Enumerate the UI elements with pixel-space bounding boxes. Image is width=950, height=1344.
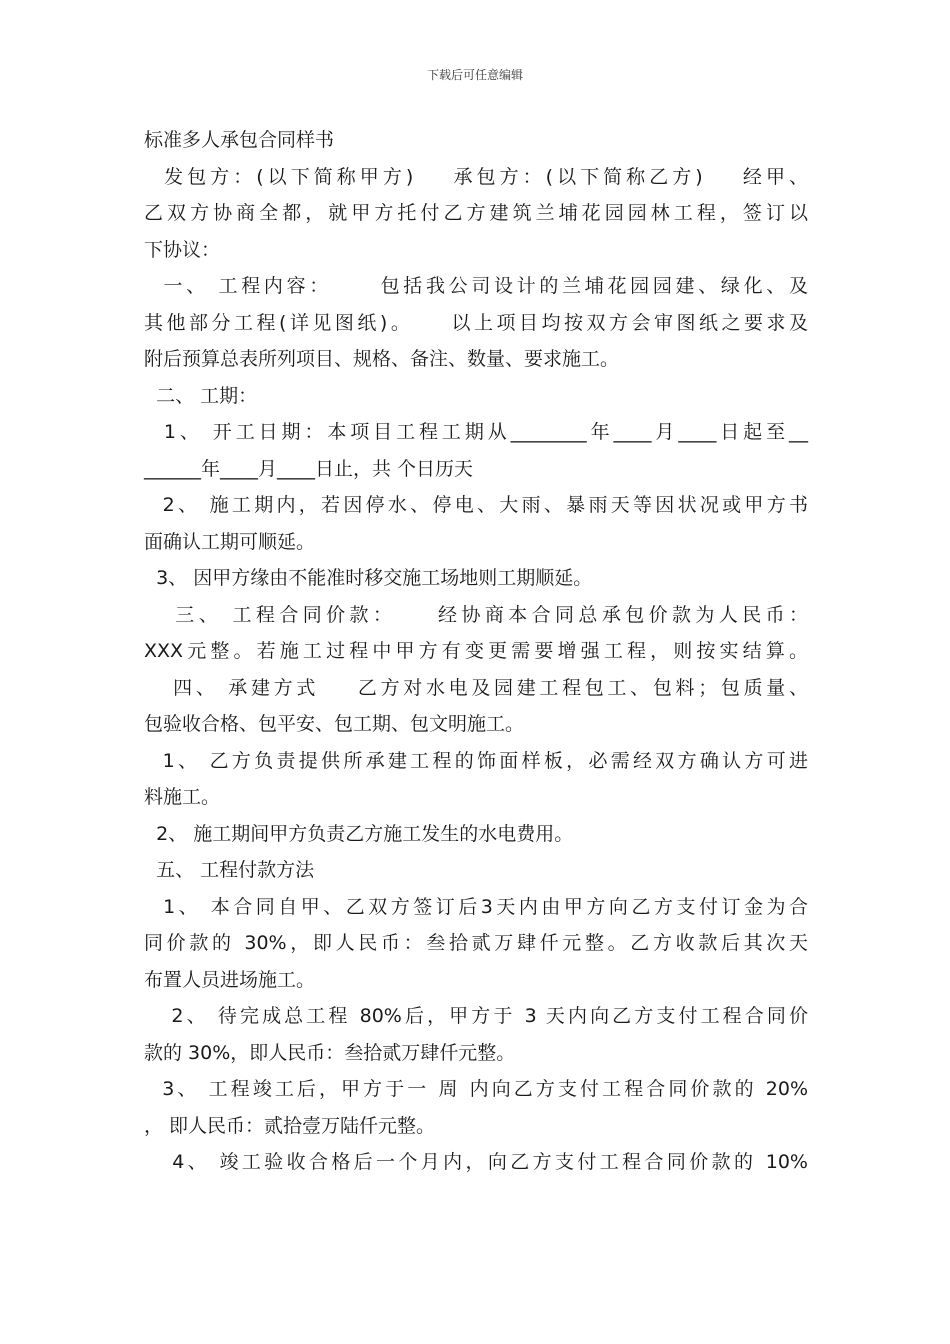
paragraph-line: 一、 工程内容： 包括我公司设计的兰埔花园园建、绿化、及: [144, 275, 808, 297]
paragraph-line: 2、 待完成总工程 80%后，甲方于 3 天内向乙方支付工程合同价: [144, 1005, 808, 1027]
paragraph-line: 4、 竣工验收合格后一个月内，向乙方支付工程合同价款的 10%: [144, 1151, 808, 1173]
paragraph-line: 四、 承建方式 乙方对水电及园建工程包工、包料；包质量、: [144, 676, 808, 699]
paragraph-line: 1、 本合同自甲、乙双方签订后3天内由甲方向乙方支付订金为合: [144, 895, 808, 918]
paragraph-line: 款的 30%，即人民币：叁拾贰万肆仟元整。: [144, 1041, 516, 1064]
paragraph-line: 乙双方协商全都，就甲方托付乙方建筑兰埔花园园林工程，签订以: [144, 202, 808, 224]
paragraph-line: 面确认工期可顺延。: [144, 530, 316, 553]
paragraph-line: 3、 因甲方缘由不能准时移交施工场地则工期顺延。: [144, 567, 593, 589]
paragraph-line: 发包方：(以下简称甲方) 承包方：(以下简称乙方) 经甲、: [144, 165, 808, 188]
paragraph-line: 同价款的 30%，即人民币：叁拾贰万肆仟元整。乙方收款后其次天: [144, 932, 808, 954]
document-body: [144, 122, 808, 1181]
document-title: 标准多人承包合同样书: [144, 129, 335, 151]
paragraph-line: 五、 工程付款方法: [144, 859, 315, 881]
paragraph-line: 附后预算总表所列项目、规格、备注、数量、要求施工。: [144, 348, 620, 370]
paragraph-line: 1、 开工日期：本项目工程工期从________年____月____日起至__: [144, 421, 808, 443]
paragraph-line: 2、 施工期内，若因停水、停电、大雨、暴雨天等因状况或甲方书: [144, 494, 808, 516]
paragraph-line: 2、 施工期间甲方负责乙方施工发生的水电费用。: [144, 822, 574, 845]
paragraph-line: 料施工。: [144, 786, 221, 808]
paragraph-line: 3、 工程竣工后，甲方于一 周 内向乙方支付工程合同价款的 20%: [144, 1078, 808, 1100]
paragraph-line: 1、 乙方负责提供所承建工程的饰面样板，必需经双方确认方可进: [144, 749, 808, 772]
paragraph-line: ， 即人民币：贰拾壹万陆仟元整。: [144, 1114, 436, 1137]
paragraph-line: 布置人员进场施工。: [144, 968, 316, 991]
paragraph-line: ______年____月____日止，共 个日历天: [144, 457, 474, 480]
paragraph-line: 三、 工程合同价款： 经协商本合同总承包价款为人民币：: [144, 603, 808, 626]
paragraph-line: 二、 工期：: [144, 384, 258, 407]
paragraph-line: 其他部分工程(详见图纸)。 以上项目均按双方会审图纸之要求及: [144, 311, 808, 334]
paragraph-line: 下协议：: [144, 238, 221, 261]
paragraph-line: XXX元整。若施工过程中甲方有变更需要增强工程，则按实结算。: [144, 640, 808, 662]
page-header: 下载后可任意编辑: [426, 68, 523, 82]
paragraph-line: 包验收合格、包平安、包工期、包文明施工。: [144, 713, 525, 735]
